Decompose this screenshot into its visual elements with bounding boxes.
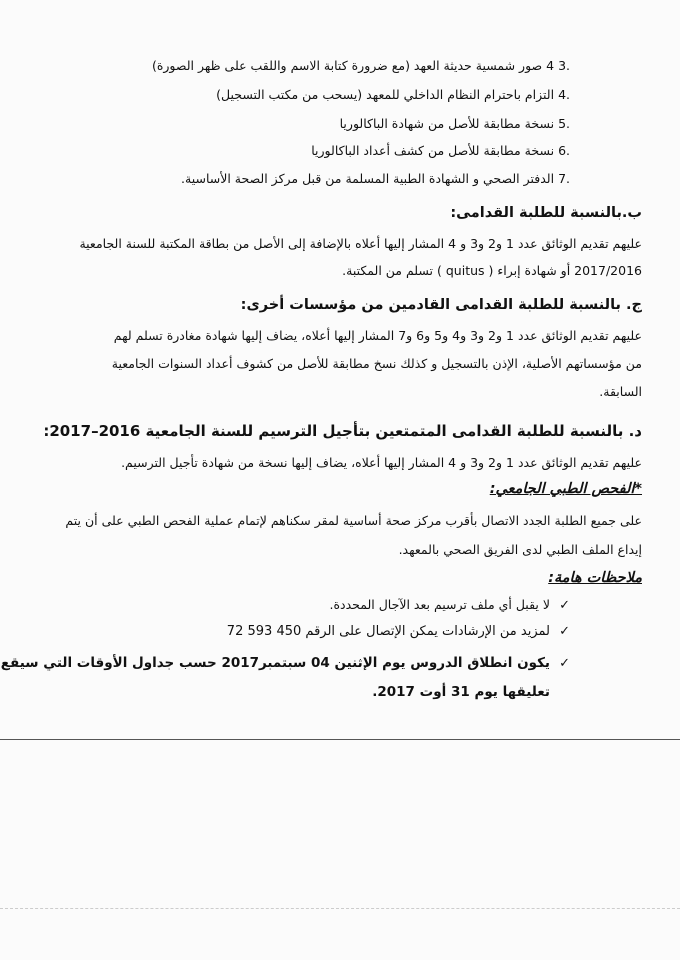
- check-icon: ✓: [559, 598, 570, 613]
- requirement-5: .5 نسخة مطابقة للأصل من شهادة الباكالوريا: [339, 116, 570, 131]
- requirement-6: .6 نسخة مطابقة للأصل من كشف أعداد الباكالوريا: [311, 143, 570, 158]
- requirement-7: .7 الدفتر الصحي و الشهادة الطبية المسلمة من قبل مركز الصحة الأساسية.: [181, 171, 570, 186]
- important-notes-heading: ملاحظات هامة:: [548, 570, 642, 586]
- section-c-line-3: السابقة.: [599, 384, 642, 399]
- page-edge: [0, 908, 680, 909]
- section-b-line-2: 2017/2016 أو شهادة إبراء ( quitus ) تسلم من المكتبة.: [342, 263, 642, 278]
- section-b-heading: ب.بالنسبة للطلبة القدامى:: [450, 205, 642, 221]
- note-text-1: لا يقبل أي ملف ترسيم بعد الآجال المحددة.: [329, 597, 550, 612]
- note-item-1: [330, 597, 570, 613]
- note-item-3-continued: تعليقها يوم 31 أوت 2017.: [372, 684, 550, 700]
- section-b-line-1: عليهم تقديم الوثائق عدد 1 و2 و3 و 4 المشار إليها أعلاه بالإضافة إلى الأصل من بطاقة المكتبة للسنة الجامعية: [79, 236, 642, 251]
- check-icon: ✓: [559, 624, 570, 639]
- section-d-line: عليهم تقديم الوثائق عدد 1 و2 و3 و 4 المشار إليها أعلاه، يضاف إليها نسخة من شهادة تأجيل الترسيم.: [121, 455, 642, 470]
- note-item-2: [227, 624, 570, 639]
- note-text-3: يكون انطلاق الدروس يوم الإثنين 04 سبتمبر2017 حسب جداول الأوقات التي سيقع: [0, 655, 550, 671]
- section-c-line-2: من مؤسساتهم الأصلية، الإذن بالتسجيل و كذلك نسخ مطابقة للأصل من كشوف أعداد السنوات الجامعية: [111, 356, 642, 371]
- medical-exam-line-1: على جميع الطلبة الجدد الاتصال بأقرب مركز صحة أساسية لمقر سكناهم لإتمام عملية الفحص الطبي على أن يتم: [65, 513, 642, 528]
- note-text-2: لمزيد من الإرشادات يمكن الإتصال على الرقم 450 593 72: [226, 624, 550, 639]
- check-icon: ✓: [559, 656, 570, 671]
- page-divider: [0, 739, 680, 740]
- note-item-3: [1, 655, 570, 671]
- medical-exam-heading: *الفحص الطبي الجامعي:: [489, 481, 642, 497]
- section-d-heading: د. بالنسبة للطلبة القدامى المتمتعين بتأجيل الترسيم للسنة الجامعية 2016–2017:: [43, 422, 642, 440]
- section-c-heading: ج. بالنسبة للطلبة القدامى القادمين من مؤسسات أخرى:: [240, 297, 642, 313]
- section-c-line-1: عليهم تقديم الوثائق عدد 1 و2 و3 و4 و5 و6 و7 المشار إليها أعلاه، يضاف إليها شهادة مغادرة تسلم لهم: [113, 328, 642, 343]
- requirement-4: .4 التزام باحترام النظام الداخلي للمعهد (يسحب من مكتب التسجيل): [216, 87, 570, 102]
- requirement-3: .3 4 صور شمسية حديثة العهد (مع ضرورة كتابة الاسم واللقب على ظهر الصورة): [151, 58, 570, 73]
- medical-exam-line-2: إيداع الملف الطبي لدى الفريق الصحي بالمعهد.: [398, 542, 642, 557]
